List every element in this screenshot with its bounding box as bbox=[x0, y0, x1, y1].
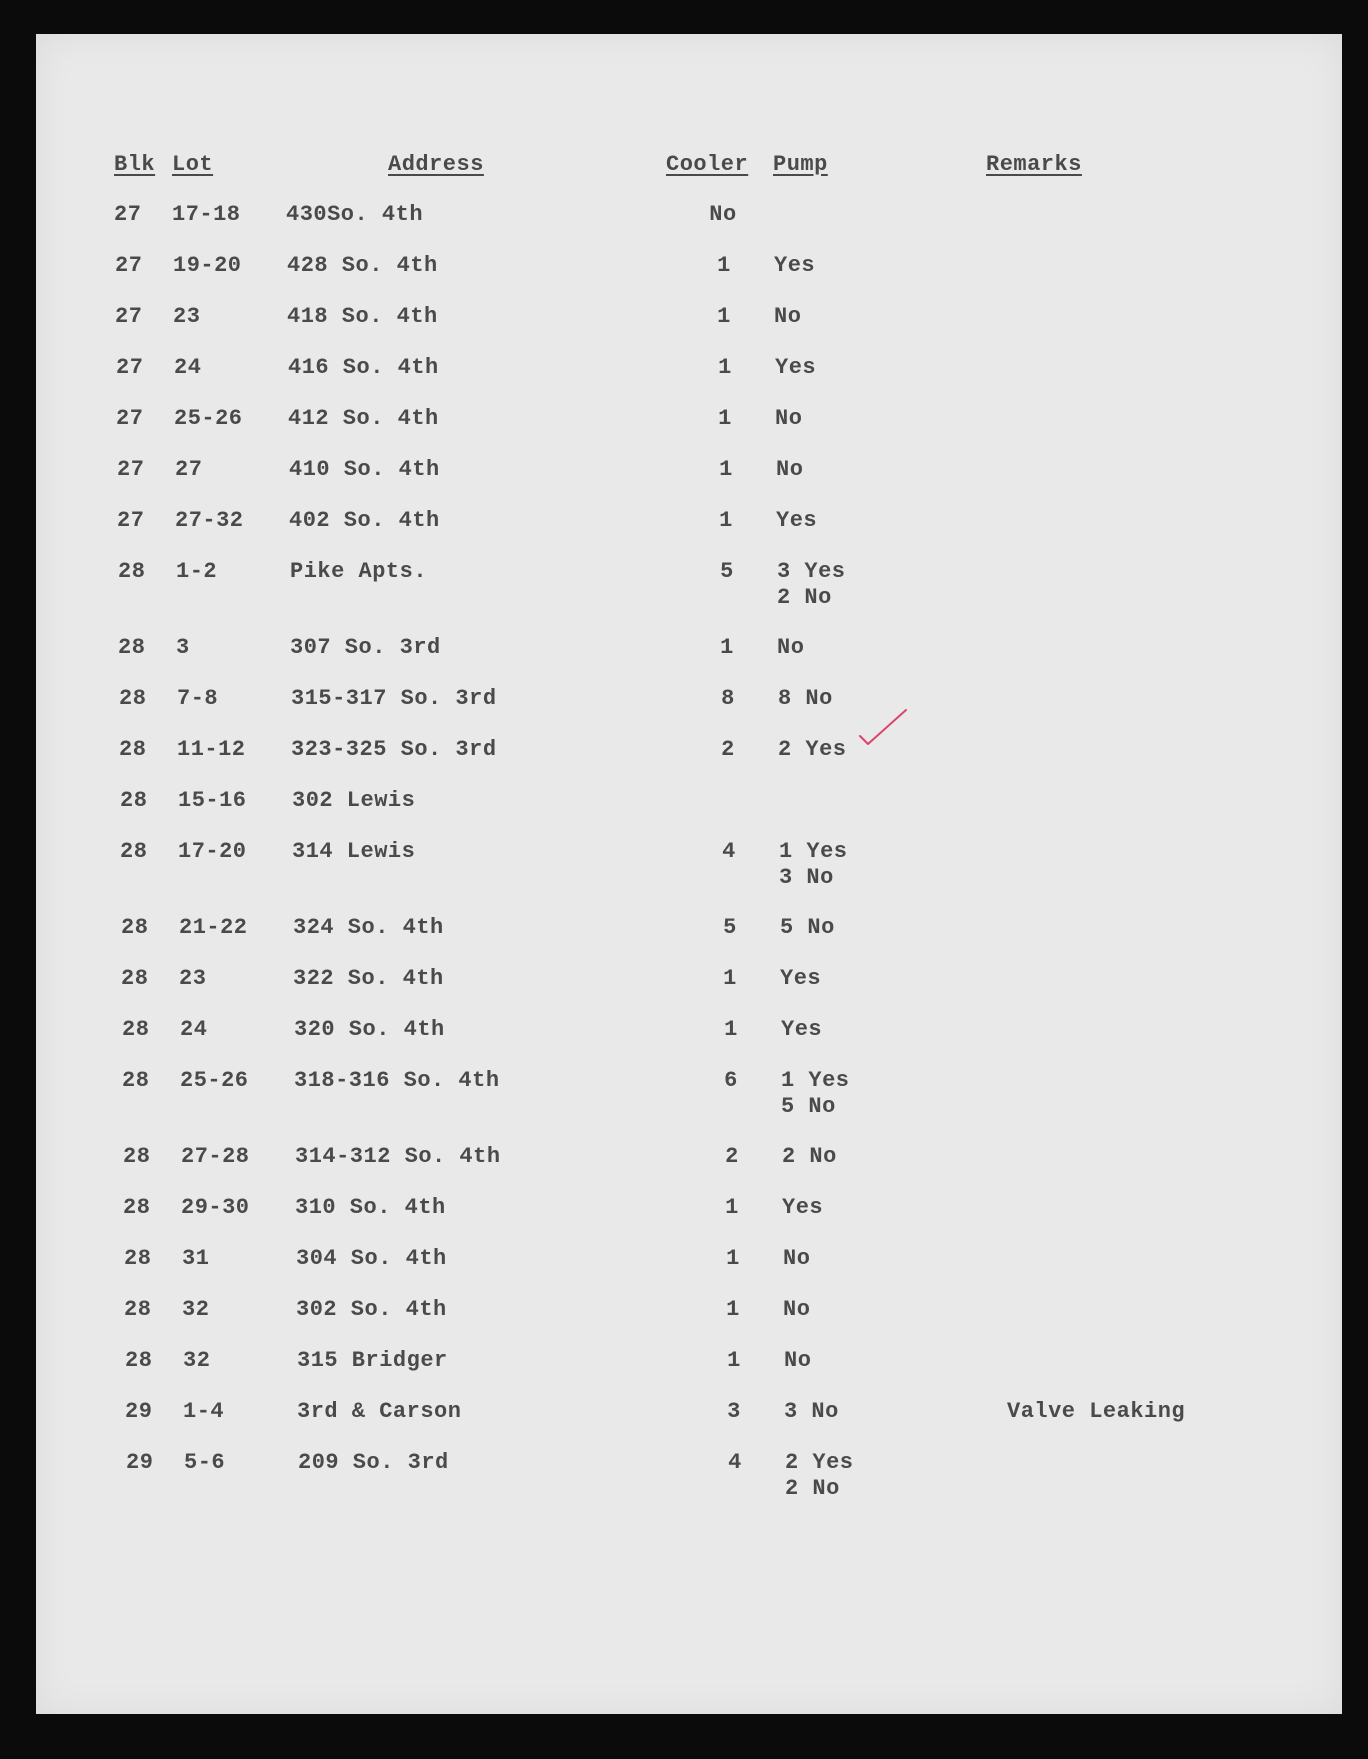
cell-blk: 29 bbox=[126, 1450, 154, 1475]
cell-address: 410 So. 4th bbox=[289, 457, 440, 482]
table-row bbox=[36, 508, 1342, 534]
pump-line: 8 No bbox=[778, 686, 833, 711]
pump-line: 5 No bbox=[781, 1094, 836, 1119]
table-row bbox=[36, 202, 1342, 228]
cell-cooler: 1 bbox=[718, 406, 732, 431]
cell-lot: 25-26 bbox=[180, 1068, 249, 1093]
cell-address: 412 So. 4th bbox=[288, 406, 439, 431]
cell-lot: 27-32 bbox=[175, 508, 244, 533]
cell-address: 324 So. 4th bbox=[293, 915, 444, 940]
pump-line: Yes bbox=[780, 966, 822, 991]
table-row bbox=[36, 406, 1342, 432]
pump-line: 3 No bbox=[784, 1399, 839, 1424]
cell-address: 302 Lewis bbox=[292, 788, 416, 813]
pump-line: 2 No bbox=[777, 585, 832, 610]
table-row bbox=[36, 1450, 1342, 1501]
cell-cooler: 1 bbox=[720, 635, 734, 660]
pump-line: No bbox=[776, 457, 804, 482]
cell-address: 322 So. 4th bbox=[293, 966, 444, 991]
cell-address: 402 So. 4th bbox=[289, 508, 440, 533]
cell-cooler: 1 bbox=[726, 1297, 740, 1322]
cell-address: 430So. 4th bbox=[286, 202, 424, 227]
table-row bbox=[36, 253, 1342, 279]
cell-cooler: 3 bbox=[727, 1399, 741, 1424]
cell-pump bbox=[780, 966, 821, 992]
cell-blk: 27 bbox=[117, 457, 145, 482]
cell-lot: 27-28 bbox=[181, 1144, 250, 1169]
cell-lot: 1-4 bbox=[183, 1399, 225, 1424]
cell-lot: 1-2 bbox=[176, 559, 218, 584]
cell-cooler: 5 bbox=[720, 559, 734, 584]
cell-pump bbox=[774, 304, 801, 330]
cell-address: 323-325 So. 3rd bbox=[291, 737, 497, 762]
table-row bbox=[36, 915, 1342, 941]
cell-blk: 27 bbox=[117, 508, 145, 533]
cell-pump bbox=[782, 1195, 823, 1221]
cell-address: 3rd & Carson bbox=[297, 1399, 462, 1424]
table-row bbox=[36, 355, 1342, 381]
cell-pump bbox=[776, 508, 817, 534]
cell-blk: 28 bbox=[123, 1195, 151, 1220]
pump-line: 2 Yes bbox=[785, 1450, 854, 1475]
cell-address: 302 So. 4th bbox=[296, 1297, 447, 1322]
paper-sheet bbox=[36, 34, 1342, 1714]
table-row bbox=[36, 559, 1342, 610]
cell-cooler: 4 bbox=[722, 839, 736, 864]
pump-line: 3 Yes bbox=[777, 559, 846, 584]
cell-pump bbox=[784, 1399, 839, 1425]
pump-line: Yes bbox=[775, 355, 817, 380]
table-row bbox=[36, 1246, 1342, 1272]
cell-address: 209 So. 3rd bbox=[298, 1450, 449, 1475]
cell-cooler: 2 bbox=[721, 737, 735, 762]
pump-line: Yes bbox=[776, 508, 818, 533]
cell-pump bbox=[774, 253, 815, 279]
cell-pump bbox=[782, 1144, 837, 1170]
red-check-mark-icon bbox=[858, 706, 908, 746]
cell-address: 428 So. 4th bbox=[287, 253, 438, 278]
cell-lot: 19-20 bbox=[173, 253, 242, 278]
cell-blk: 28 bbox=[125, 1348, 153, 1373]
cell-lot: 32 bbox=[182, 1297, 210, 1322]
cell-blk: 28 bbox=[121, 915, 149, 940]
cell-pump bbox=[780, 915, 835, 941]
cell-pump bbox=[781, 1017, 822, 1043]
pump-line: No bbox=[777, 635, 805, 660]
cell-lot: 31 bbox=[182, 1246, 210, 1271]
cell-blk: 28 bbox=[118, 559, 146, 584]
cell-cooler: 1 bbox=[727, 1348, 741, 1373]
table-row bbox=[36, 1144, 1342, 1170]
table-row bbox=[36, 737, 1342, 763]
cell-pump bbox=[783, 1246, 810, 1272]
cell-lot: 25-26 bbox=[174, 406, 243, 431]
cell-address: 314-312 So. 4th bbox=[295, 1144, 501, 1169]
cell-blk: 27 bbox=[115, 253, 143, 278]
header-pump: Pump bbox=[773, 152, 828, 177]
cell-blk: 29 bbox=[125, 1399, 153, 1424]
pump-line: No bbox=[784, 1348, 812, 1373]
cell-cooler: 5 bbox=[723, 915, 737, 940]
cell-pump bbox=[776, 457, 803, 483]
cell-lot: 29-30 bbox=[181, 1195, 250, 1220]
cell-cooler: 1 bbox=[723, 966, 737, 991]
cell-lot: 21-22 bbox=[179, 915, 248, 940]
pump-line: 5 No bbox=[780, 915, 835, 940]
cell-lot: 23 bbox=[179, 966, 207, 991]
cell-blk: 28 bbox=[124, 1246, 152, 1271]
header-blk: Blk bbox=[114, 152, 156, 177]
pump-line: Yes bbox=[774, 253, 816, 278]
cell-cooler: No bbox=[709, 202, 737, 227]
pump-line: No bbox=[774, 304, 802, 329]
cell-pump bbox=[781, 1068, 850, 1120]
cell-lot: 17-18 bbox=[172, 202, 241, 227]
cell-cooler: 4 bbox=[728, 1450, 742, 1475]
cell-address: 320 So. 4th bbox=[294, 1017, 445, 1042]
cell-remarks: Valve Leaking bbox=[1007, 1399, 1186, 1424]
cell-pump bbox=[775, 355, 816, 381]
cell-lot: 32 bbox=[183, 1348, 211, 1373]
cell-blk: 28 bbox=[120, 788, 148, 813]
cell-address: 310 So. 4th bbox=[295, 1195, 446, 1220]
cell-pump bbox=[778, 686, 833, 712]
cell-pump bbox=[778, 737, 847, 763]
pump-line: 1 Yes bbox=[779, 839, 848, 864]
cell-pump bbox=[777, 635, 804, 661]
cell-blk: 27 bbox=[116, 355, 144, 380]
cell-blk: 28 bbox=[122, 1017, 150, 1042]
cell-pump bbox=[779, 839, 848, 891]
pump-line: 1 Yes bbox=[781, 1068, 850, 1093]
cell-cooler: 1 bbox=[719, 508, 733, 533]
cell-blk: 28 bbox=[122, 1068, 150, 1093]
cell-address: 314 Lewis bbox=[292, 839, 416, 864]
table-row bbox=[36, 966, 1342, 992]
cell-cooler: 1 bbox=[726, 1246, 740, 1271]
cell-blk: 27 bbox=[114, 202, 142, 227]
table-row bbox=[36, 839, 1342, 890]
cell-cooler: 1 bbox=[725, 1195, 739, 1220]
cell-address: 307 So. 3rd bbox=[290, 635, 441, 660]
cell-pump bbox=[784, 1348, 811, 1374]
pump-line: 2 No bbox=[785, 1476, 840, 1501]
cell-lot: 23 bbox=[173, 304, 201, 329]
table-row bbox=[36, 788, 1342, 814]
cell-address: 318-316 So. 4th bbox=[294, 1068, 500, 1093]
cell-cooler: 1 bbox=[719, 457, 733, 482]
table-row bbox=[36, 1195, 1342, 1221]
cell-lot: 7-8 bbox=[177, 686, 219, 711]
cell-lot: 24 bbox=[180, 1017, 208, 1042]
pump-line: 2 Yes bbox=[778, 737, 847, 762]
header-remarks: Remarks bbox=[986, 152, 1082, 177]
cell-lot: 11-12 bbox=[177, 737, 246, 762]
cell-lot: 5-6 bbox=[184, 1450, 226, 1475]
cell-pump bbox=[777, 559, 846, 611]
cell-address: Pike Apts. bbox=[290, 559, 428, 584]
cell-pump bbox=[783, 1297, 810, 1323]
cell-lot: 3 bbox=[176, 635, 190, 660]
cell-pump bbox=[785, 1450, 854, 1502]
table-row bbox=[36, 635, 1342, 661]
cell-blk: 28 bbox=[119, 686, 147, 711]
table-row bbox=[36, 1297, 1342, 1323]
cell-cooler: 1 bbox=[718, 355, 732, 380]
cell-cooler: 2 bbox=[725, 1144, 739, 1169]
cell-blk: 28 bbox=[120, 839, 148, 864]
cell-cooler: 8 bbox=[721, 686, 735, 711]
table-row bbox=[36, 457, 1342, 483]
cell-lot: 15-16 bbox=[178, 788, 247, 813]
header-cooler: Cooler bbox=[666, 152, 749, 177]
cell-blk: 27 bbox=[116, 406, 144, 431]
table-row bbox=[36, 304, 1342, 330]
cell-lot: 27 bbox=[175, 457, 203, 482]
header-address: Address bbox=[388, 152, 484, 177]
table-row bbox=[36, 1399, 1342, 1425]
header-lot: Lot bbox=[172, 152, 214, 177]
pump-line: No bbox=[783, 1297, 811, 1322]
cell-lot: 17-20 bbox=[178, 839, 247, 864]
cell-address: 315 Bridger bbox=[297, 1348, 448, 1373]
cell-lot: 24 bbox=[174, 355, 202, 380]
cell-pump bbox=[775, 406, 802, 432]
cell-blk: 28 bbox=[118, 635, 146, 660]
pump-line: 3 No bbox=[779, 865, 834, 890]
cell-blk: 28 bbox=[121, 966, 149, 991]
cell-address: 315-317 So. 3rd bbox=[291, 686, 497, 711]
table-row bbox=[36, 1348, 1342, 1374]
cell-blk: 28 bbox=[124, 1297, 152, 1322]
pump-line: Yes bbox=[781, 1017, 823, 1042]
table-row bbox=[36, 1068, 1342, 1119]
pump-line: Yes bbox=[782, 1195, 824, 1220]
cell-address: 304 So. 4th bbox=[296, 1246, 447, 1271]
pump-line: 2 No bbox=[782, 1144, 837, 1169]
document-body bbox=[36, 34, 1342, 1714]
cell-blk: 27 bbox=[115, 304, 143, 329]
cell-cooler: 1 bbox=[717, 253, 731, 278]
cell-address: 418 So. 4th bbox=[287, 304, 438, 329]
pump-line: No bbox=[783, 1246, 811, 1271]
pump-line: No bbox=[775, 406, 803, 431]
cell-cooler: 1 bbox=[717, 304, 731, 329]
cell-cooler: 1 bbox=[724, 1017, 738, 1042]
cell-blk: 28 bbox=[123, 1144, 151, 1169]
table-row bbox=[36, 686, 1342, 712]
cell-cooler: 6 bbox=[724, 1068, 738, 1093]
cell-blk: 28 bbox=[119, 737, 147, 762]
cell-address: 416 So. 4th bbox=[288, 355, 439, 380]
table-row bbox=[36, 1017, 1342, 1043]
